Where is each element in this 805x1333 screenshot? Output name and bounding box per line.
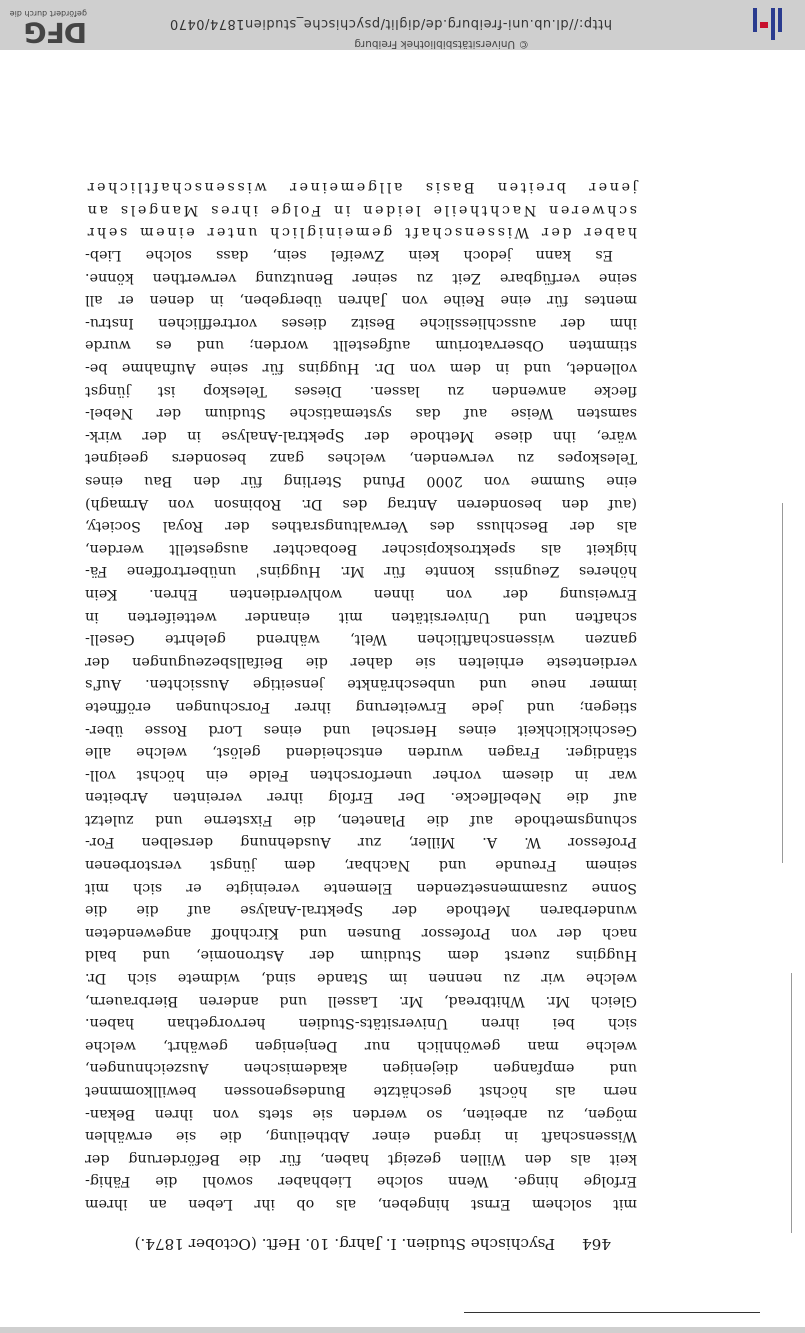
text-line: (auf den besonderen Antrag des Dr. Robinson von Armagh): [85, 495, 637, 512]
scan-margin-line: [782, 503, 783, 863]
funder-logo: [3, 2, 87, 49]
text-line: Teleskopes zu verwenden, welches ganz besonders geeignet: [85, 450, 637, 467]
text-line: haber der Wissenschaft gemeiniglich unter einem sehr: [85, 224, 637, 241]
text-line: schweren Nachtheile leiden in Folge ihres Mangels an: [85, 201, 637, 218]
text-line: Es kann jedoch kein Zweifel sein, dass solche Lieb-: [85, 247, 613, 264]
text-line: samsten Weise auf das systematische Studium der Nebel-: [85, 405, 637, 422]
text-line: Huggins zuerst dem Studium der Astronomie, und bald: [85, 947, 637, 964]
text-line: und empfangen diejenigen akademischen Auszeichnungen,: [85, 1060, 637, 1077]
text-line: seinem Freunde und Nachbar, dem jüngst verstorbenen: [85, 857, 637, 874]
text-line: jener breiten Basis allgemeiner wissenschaftlicher: [85, 179, 637, 196]
text-line: vollendet, und in dem von Dr. Huggins für seine Aufnahme be-: [85, 360, 637, 377]
text-line: mentes für eine Reihe von Jahren übergeben, in denen er all: [85, 292, 637, 309]
university-logo-icon: [747, 4, 787, 44]
running-title: Psychische Studien. I. Jahrg. 10. Heft. (October 1874.): [134, 1235, 556, 1253]
text-line: verdienteste erhielten sie daher die Beifallsbezeugungen der: [85, 653, 637, 670]
text-line: Professor W. A. Miller, zur Ausdehnung derselben For-: [85, 834, 637, 851]
text-line: wäre, ihn diese Methode der Spektral-Analyse in der wirk-: [85, 427, 637, 444]
text-line: immer neue und unbeschränkte jenseitige Aussichten. Auf's: [85, 676, 637, 693]
text-line: Erfolge hinge. Wenn solche Liebhaber sowohl die Fähig-: [85, 1173, 637, 1190]
text-line: flecke anwenden zu lassen. Dieses Teleskop ist jüngst: [85, 382, 637, 399]
text-line: schungsmethode auf die Planeten, die Fixsterne und zuletzt: [85, 811, 637, 828]
body-text: [85, 176, 637, 1215]
text-line: höheres Zeugniss konnte für Mr. Huggins' unübertroffene Fä-: [85, 563, 637, 580]
text-line: welche wir zu nennen im Stande sind, widmete sich Dr.: [85, 970, 637, 987]
text-line: wunderbaren Methode der Spektral-Analyse auf die die: [85, 902, 637, 919]
text-line: Wissenschaft in irgend einer Abtheilung, die sie erwählen: [85, 1128, 637, 1145]
text-line: seine verfügbare Zeit zu seiner Benutzung verwerthen könne.: [85, 269, 637, 286]
running-header: [41, 1235, 611, 1253]
text-line: Erweisung der von ihnen wohlverdienten Ehren. Kein: [85, 585, 637, 602]
text-line: nern als höchst geschätzte Bundesgenossen bewillkommnet: [85, 1083, 637, 1100]
text-line: ganzen wissenschaftlichen Welt, während gelehrte Gesell-: [85, 631, 637, 648]
library-banner: [0, 0, 805, 50]
text-line: Gleich Mr. Whitbread, Mr. Lassell und anderen Bierbrauern,: [85, 992, 637, 1009]
text-line: Geschicklichkeit eines Herschel und eines Lord Rosse über-: [85, 721, 637, 738]
text-line: Sonne zusammensetzenden Elemente vereinigte er sich mit: [85, 879, 637, 896]
text-line: nach der von Professor Bunsen und Kirchhoff angewendeten: [85, 924, 637, 941]
text-line: stimmten Observatorium aufgestellt worden; und es wurde: [85, 337, 637, 354]
page-url[interactable]: http://dl.ub.uni-freiburg.de/diglit/psychische_studien1874/0470: [169, 16, 612, 31]
funder-caption: gefördert durch die: [9, 9, 87, 18]
text-line: ihm der ausschliessliche Besitz dieses vortrefflichen Instru-: [85, 314, 637, 331]
text-line: welche man gewöhnlich nur Denjenigen gewährt, welche: [85, 1037, 637, 1054]
page-footer-rule: [464, 1312, 760, 1313]
text-line: auf die Nebelflecke. Der Erfolg ihrer vereinten Arbeiten: [85, 789, 637, 806]
text-line: schaften und Universitäten mit einander wetteiferten in: [85, 608, 637, 625]
text-line: higkeit als spektroskopischer Beobachter ausgestellt werden,: [85, 540, 637, 557]
text-line: als der Beschluss des Verwaltungsrathes der Royal Society,: [85, 518, 637, 535]
scan-margin-line: [791, 973, 792, 1233]
text-line: ständiger. Fragen wurden entscheidend gelöst, welche alle: [85, 744, 637, 761]
page-number: 464: [582, 1235, 611, 1253]
text-line: mögen, zu arbeiten, so werden sie stets von ihren Bekan-: [85, 1105, 637, 1122]
text-line: eine Summe von 2000 Pfund Sterling für den Bau eines: [85, 473, 637, 489]
copyright-notice: © Universitätsbibliothek Freiburg: [354, 38, 529, 50]
viewer-bottom-strip: [0, 1327, 805, 1333]
text-line: sich bei ihren Universitäts-Studien hervorgethan haben.: [85, 1015, 637, 1032]
text-line: mit solchem Ernst hingeben, als ob ihr Leben an ihrem: [85, 1196, 637, 1212]
text-line: war in diesem vorher unerforschten Felde ein höchst voll-: [85, 766, 637, 783]
funder-logo-text: DFG: [24, 16, 87, 49]
text-line: keit als den Willen gezeigt haben, für die Beförderung der: [85, 1150, 637, 1167]
text-line: stiegen; und jede Erweiterung ihrer Forschungen eröffnete: [85, 698, 637, 715]
